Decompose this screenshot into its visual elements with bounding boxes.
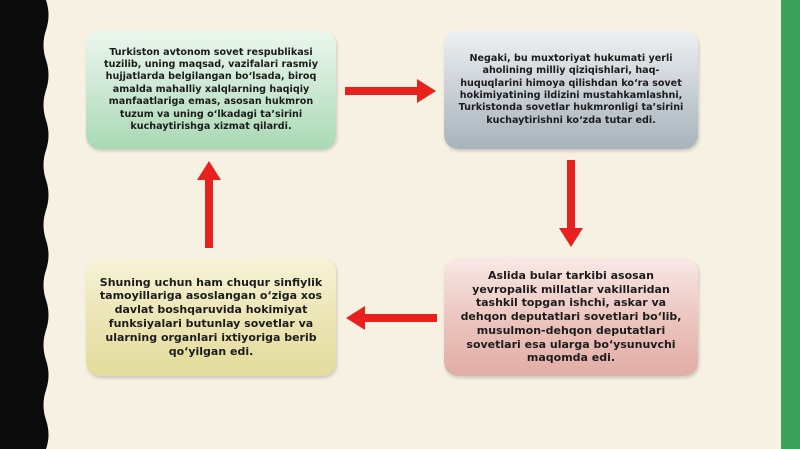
arrow-left-icon: [345, 305, 437, 331]
box-text: Negaki, bu muxtoriyat hukumati yerli aholining milliy qiziqishlari, haq-huquqlarini himoya qilishdan ko‘ra sovet hokimiyatining ildizini mustahkamlashni, Turkistonda sovetlar hukmronligi ta’sirini kuchaytirishni ko‘zda tutar edi.: [458, 52, 684, 126]
arrow-right-icon: [345, 78, 437, 104]
box-text: Aslida bular tarkibi asosan yevropalik millatlar vakillaridan tashkil topgan ishchi, askar va dehqon deputatlari sovetlari bo‘lib, musulmon-dehqon deputatlari sovetlari esa ularga bo‘ysunuvchi maqomda edi.: [460, 268, 682, 365]
arrow-down-icon: [558, 160, 584, 248]
diagram-box-bottom-right: [444, 258, 698, 376]
arrow-up-icon: [196, 160, 222, 248]
box-text: Shuning uchun ham chuqur sinfiylik tamoyillariga asoslangan o‘ziga xos davlat boshqaruvida hokimiyat funksiyalari butunlay sovetlar va ularning organlari ixtiyoriga berib qo‘yilgan edi.: [99, 275, 323, 358]
right-accent-bar: [781, 0, 800, 449]
diagram-box-top-right: [444, 31, 698, 149]
diagram-box-bottom-left: [86, 258, 336, 376]
left-wavy-border: [0, 0, 60, 449]
diagram-box-top-left: [86, 31, 336, 149]
box-text: Turkiston avtonom sovet respublikasi tuzilib, uning maqsad, vazifalari rasmiy hujjatlarda belgilangan bo‘lsada, biroq amalda mahalliy xalqlarning haqiqiy manfaatlariga emas, asosan hukmron tuzum va uning o‘lkadagi ta’sirini kuchaytirishga xizmat qilardi.: [104, 46, 318, 133]
